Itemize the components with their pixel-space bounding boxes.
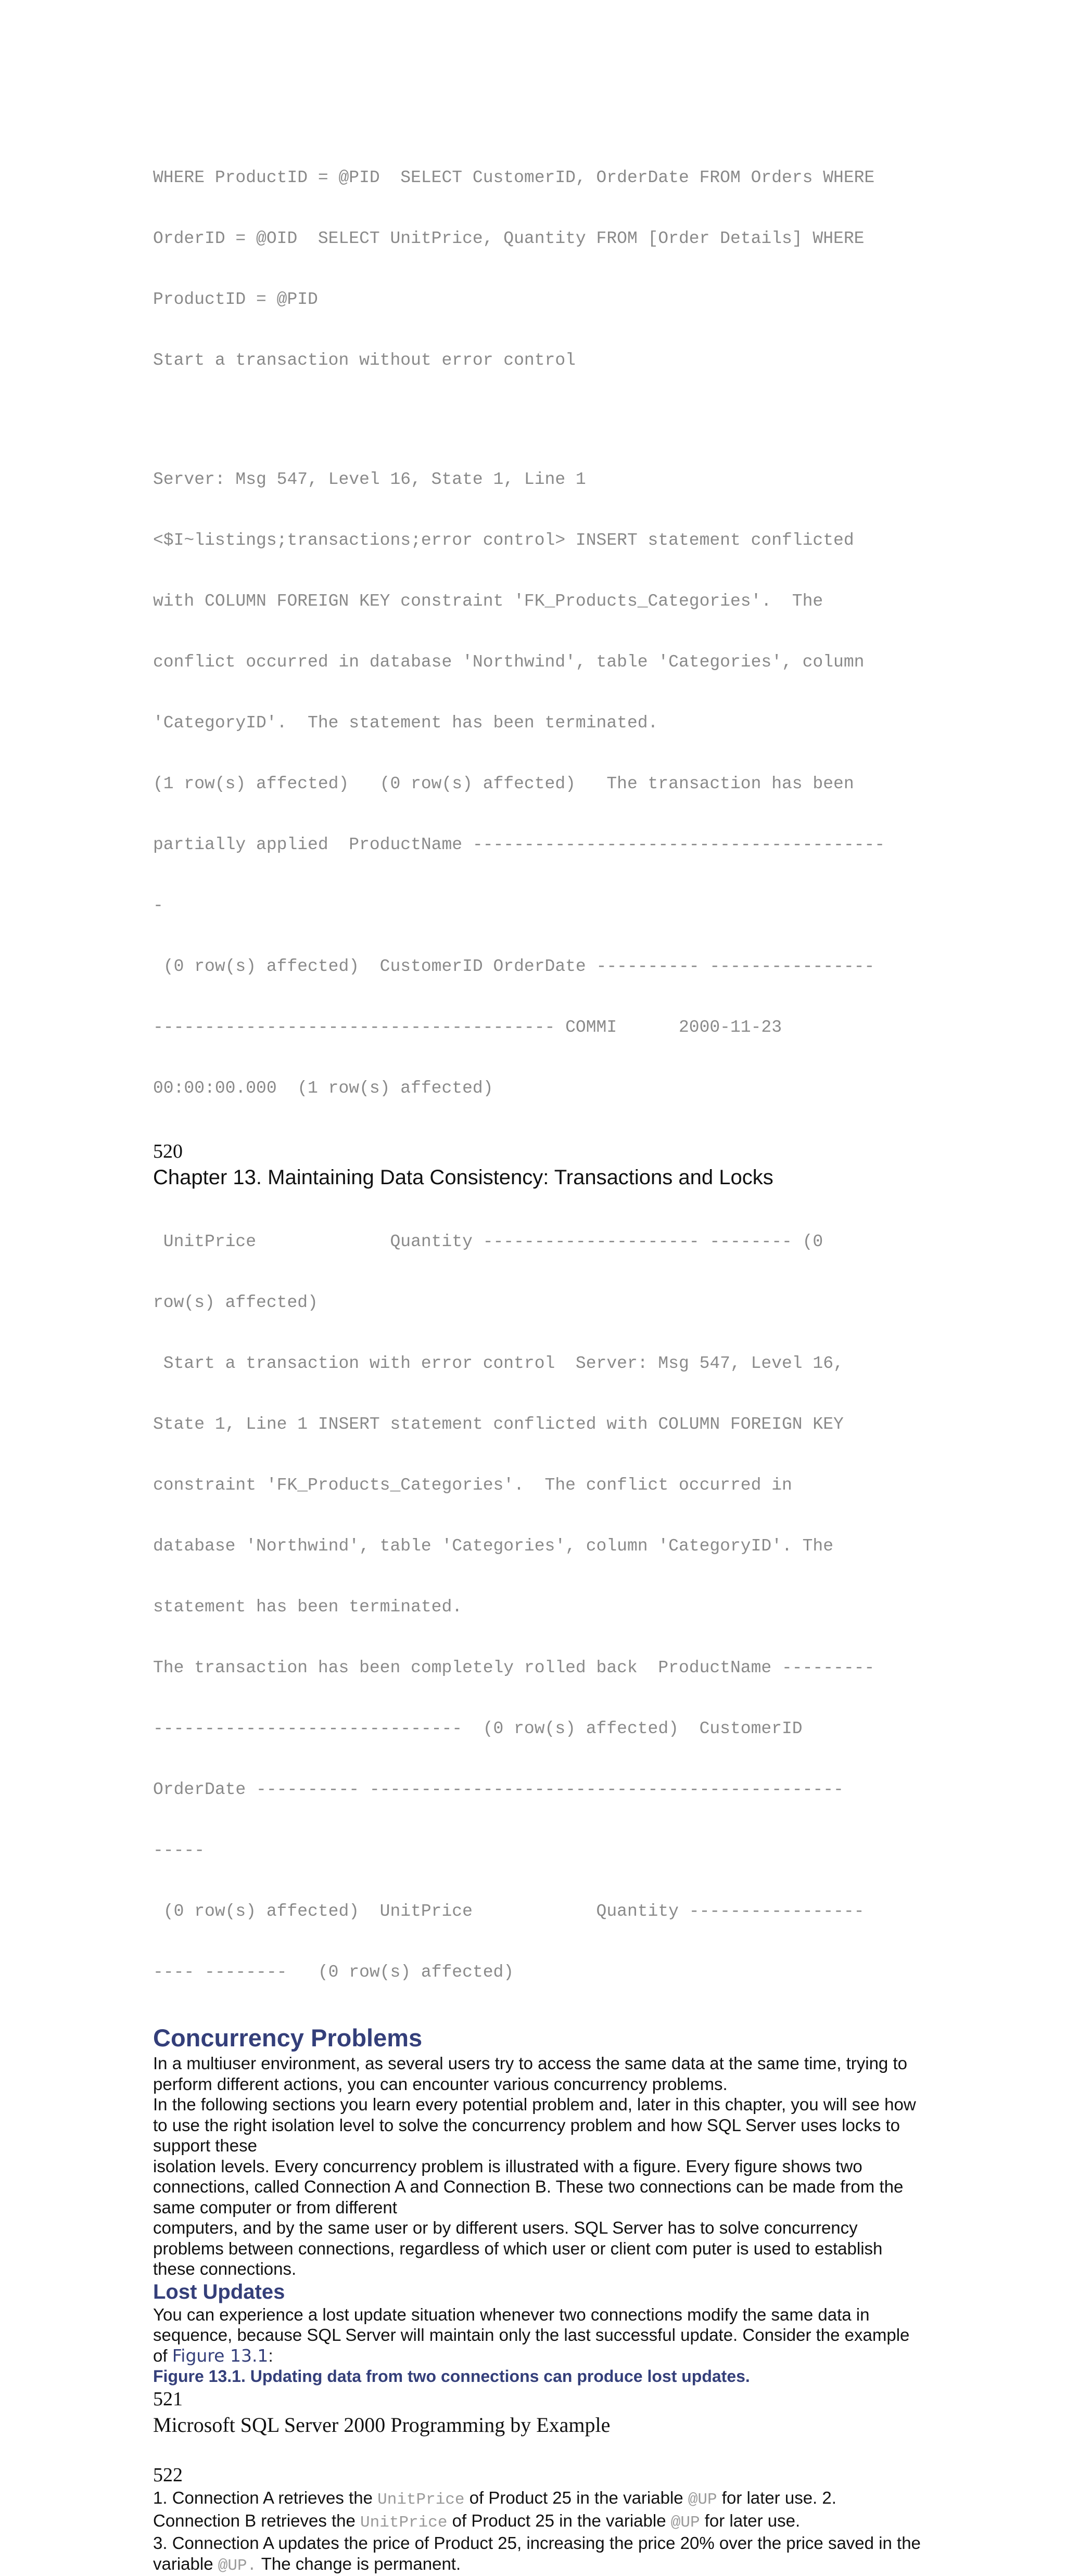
code-line: database 'Northwind', table 'Categories', column 'CategoryID'. The	[153, 1536, 834, 1556]
list-text: of Product 25 in the variable	[464, 2488, 688, 2507]
code-line: statement has been terminated.	[153, 1597, 463, 1617]
inline-code: UnitPrice	[360, 2513, 448, 2532]
list-text: 3. Connection A updates the price of Product 25, increasing the price 20% over the price saved in the variable	[153, 2533, 921, 2573]
paragraph: In a multiuser environment, as several users try to access the same data at the same time, trying to perform different actions, you can encounter various concurrency problems.	[153, 2054, 907, 2094]
code-line: WHERE ProductID = @PID SELECT CustomerID, OrderDate FROM Orders WHERE	[153, 168, 875, 187]
code-line: OrderID = @OID SELECT UnitPrice, Quantity FROM [Order Details] WHERE	[153, 229, 865, 248]
list-item	[153, 2488, 923, 2510]
code-line: UnitPrice Quantity --------------------- -------- (0	[153, 1232, 823, 1251]
code-block-2	[153, 429, 923, 1139]
paragraph: In the following sections you learn every potential problem and, later in this chapter, you will see how to use the right isolation level to solve the concurrency problem and how SQL Server uses locks to support these	[153, 2095, 916, 2155]
code-line: 00:00:00.000 (1 row(s) affected)	[153, 1079, 493, 1098]
list-text: The change is permanent.	[257, 2554, 461, 2573]
list-item	[153, 2510, 923, 2533]
code-block-1	[153, 127, 923, 411]
list-text: 1. Connection A retrieves the	[153, 2488, 378, 2507]
list-text: for later use. 2.	[717, 2488, 836, 2507]
code-line: row(s) affected)	[153, 1293, 318, 1312]
inline-code: @UP	[670, 2513, 700, 2532]
code-line: (0 row(s) affected) UnitPrice Quantity -----------------	[153, 1902, 865, 1921]
paragraph-lost-updates	[153, 2304, 923, 2366]
figure-link[interactable]: Figure 13.1	[172, 2345, 269, 2366]
code-line: ------------------------------ (0 row(s) affected) CustomerID	[153, 1719, 803, 1738]
inline-code: @UP.	[218, 2556, 257, 2575]
code-line: --------------------------------------- COMMI 2000-11-23	[153, 1018, 782, 1037]
list-text: of Product 25 in the variable	[447, 2510, 671, 2530]
figure-caption: Figure 13.1. Updating data from two connections can produce lost updates.	[153, 2367, 750, 2386]
page-number-521: 521	[153, 2388, 183, 2410]
code-line: ---- -------- (0 row(s) affected)	[153, 1963, 514, 1982]
code-line: ProductID = @PID	[153, 290, 318, 309]
code-line: The transaction has been completely rolled back ProductName ---------	[153, 1658, 875, 1677]
code-line: 'CategoryID'. The statement has been terminated.	[153, 713, 658, 733]
page-number-520: 520	[153, 1140, 183, 1162]
paragraph: isolation levels. Every concurrency problem is illustrated with a figure. Every figure shows two connections, called Connection A and Connection B. These two connections can be made from the same computer or from different	[153, 2156, 904, 2217]
code-line: constraint 'FK_Products_Categories'. The conflict occurred in	[153, 1476, 792, 1495]
code-line: Server: Msg 547, Level 16, State 1, Line 1	[153, 470, 586, 489]
code-line: partially applied ProductName ----------------------------------------	[153, 835, 885, 854]
page-number-522: 522	[153, 2464, 183, 2486]
list-item	[153, 2533, 923, 2576]
inline-code: UnitPrice	[377, 2491, 465, 2509]
code-line: conflict occurred in database 'Northwind', table 'Categories', column	[153, 652, 865, 672]
code-line: <$I~listings;transactions;error control> INSERT statement conflicted	[153, 531, 854, 550]
section-heading-lost-updates: Lost Updates	[153, 2280, 285, 2303]
code-line: with COLUMN FOREIGN KEY constraint 'FK_Products_Categories'. The	[153, 592, 823, 611]
book-title: Microsoft SQL Server 2000 Programming by Example	[153, 2413, 611, 2437]
paragraph: computers, and by the same user or by different users. SQL Server has to solve concurrency problems between connections, regardless of which user or client com puter is used to establish these connections.	[153, 2218, 883, 2278]
section-heading-concurrency: Concurrency Problems	[153, 2024, 423, 2052]
code-line: -	[153, 896, 163, 915]
paragraph-text: You can experience a lost update situation whenever two connections modify the same data in sequence, because SQL Server will maintain only the last successful update. Consider the example of	[153, 2304, 910, 2365]
code-line: OrderDate ---------- ----------------------------------------------	[153, 1780, 844, 1799]
code-line: (1 row(s) affected) (0 row(s) affected) The transaction has been	[153, 774, 854, 793]
document-page	[153, 127, 923, 2576]
code-block-3	[153, 1191, 923, 2023]
chapter-header: Chapter 13. Maintaining Data Consistency: Transactions and Locks	[153, 1166, 773, 1189]
list-text: Connection B retrieves the	[153, 2510, 361, 2530]
list-text: for later use.	[700, 2510, 801, 2530]
code-line: Start a transaction without error control	[153, 351, 576, 370]
spacer	[153, 411, 923, 429]
code-line: Start a transaction with error control Server: Msg 547, Level 16,	[153, 1354, 844, 1373]
code-line: (0 row(s) affected) CustomerID OrderDate ---------- ----------------	[153, 957, 875, 976]
spacer	[153, 2439, 923, 2463]
code-line: State 1, Line 1 INSERT statement conflicted with COLUMN FOREIGN KEY	[153, 1415, 844, 1434]
inline-code: @UP	[688, 2491, 717, 2509]
paragraph-text: :	[268, 2346, 273, 2365]
code-line: -----	[153, 1841, 205, 1860]
